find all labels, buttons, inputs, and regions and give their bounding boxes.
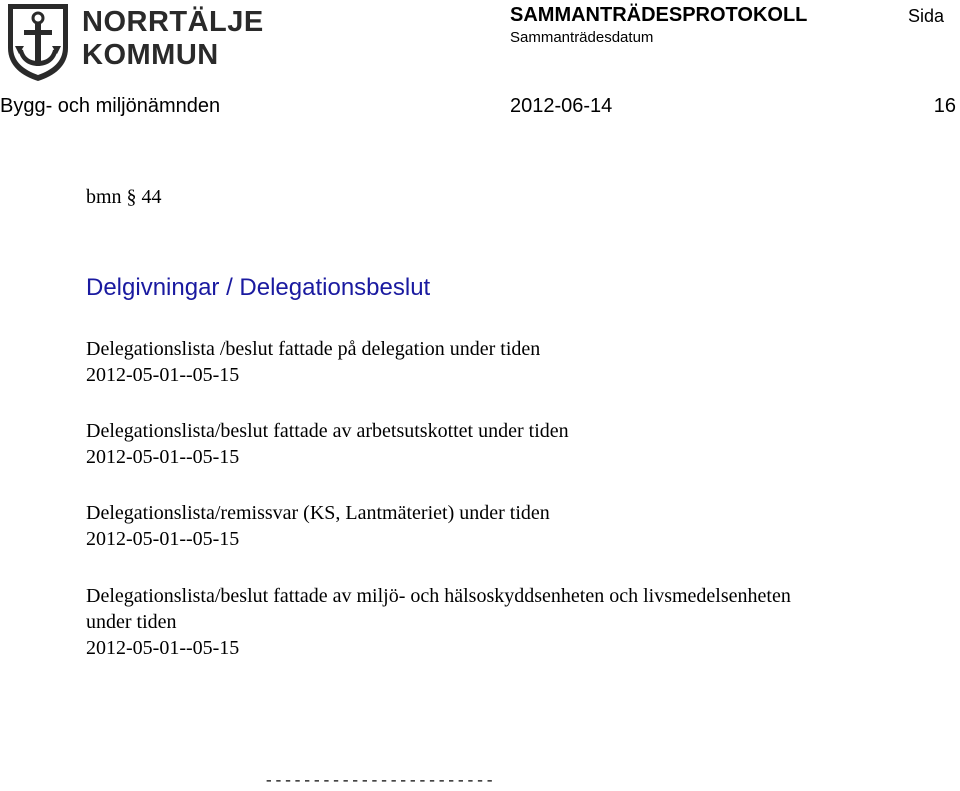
list-item xyxy=(86,583,791,661)
list-item xyxy=(86,418,569,470)
anchor-shield-icon xyxy=(4,2,72,82)
item-line: under tiden xyxy=(86,611,177,633)
page-number: 16 xyxy=(933,95,956,117)
item-line: 2012-05-01--05-15 xyxy=(86,528,240,550)
paragraph-reference: bmn § 44 xyxy=(86,186,162,208)
logo-line-2: KOMMUN xyxy=(82,39,219,71)
item-line: Delegationslista /beslut fattade på delegation under tiden xyxy=(86,338,541,360)
page-label: Sida xyxy=(907,6,944,26)
logo-line-1: NORRTÄLJE xyxy=(82,6,264,38)
signature-line: ------------------------ xyxy=(264,772,495,790)
item-line: 2012-05-01--05-15 xyxy=(86,364,240,386)
list-item xyxy=(86,500,550,552)
committee-name: Bygg- och miljönämnden xyxy=(0,95,221,117)
item-line: Delegationslista/beslut fattade av miljö- och hälsoskyddsenheten och livsmedelsenheten xyxy=(86,585,791,607)
protocol-subtitle: Sammanträdesdatum xyxy=(510,29,654,46)
item-line: Delegationslista/remissvar (KS, Lantmäteriet) under tiden xyxy=(86,502,550,524)
municipality-logo xyxy=(4,2,264,82)
protocol-title: SAMMANTRÄDESPROTOKOLL xyxy=(510,4,808,26)
item-line: 2012-05-01--05-15 xyxy=(86,446,240,468)
item-line: Delegationslista/beslut fattade av arbetsutskottet under tiden xyxy=(86,420,569,442)
logo-wordmark xyxy=(82,6,264,72)
section-heading: Delgivningar / Delegationsbeslut xyxy=(86,274,431,301)
meeting-date: 2012-06-14 xyxy=(510,95,613,117)
item-line: 2012-05-01--05-15 xyxy=(86,637,240,659)
list-item xyxy=(86,336,540,388)
